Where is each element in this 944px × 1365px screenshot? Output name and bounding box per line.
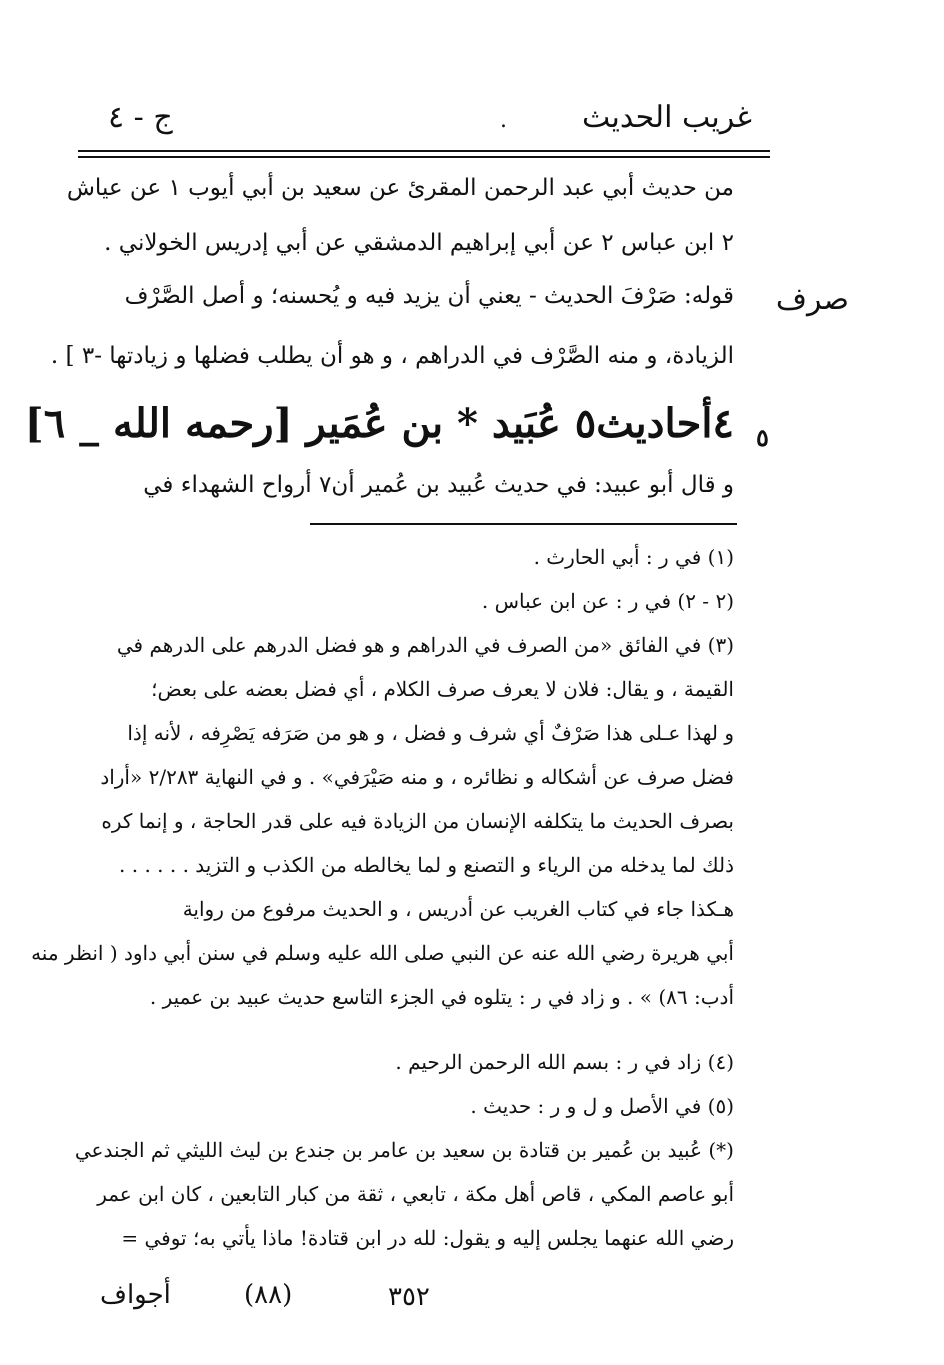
section-number: ٥ xyxy=(756,423,769,452)
footnote-line: بصرف الحديث ما يتكلفه الإنسان من الزيادة فيه على قدر الحاجة ، و إنما كره xyxy=(101,809,734,833)
footnote-line: القيمة ، و يقال: فلان لا يعرف صرف الكلام ، أي فضل بعضه على بعض؛ xyxy=(151,677,734,701)
footnote-line: (*) عُبيد بن عُمير بن قتادة بن سعيد بن عامر بن جندع بن ليث الليثي ثم الجندعي xyxy=(74,1138,734,1162)
signature-mark: (٨٨) xyxy=(244,1280,293,1310)
footnote-line: أبو عاصم المكي ، قاص أهل مكة ، تابعي ، ثقة من كبار التابعين ، كان ابن عمر xyxy=(97,1182,734,1206)
footnote-line: (٥) في الأصل و ل و ر : حديث . xyxy=(470,1094,734,1118)
footnote-line: أبي هريرة رضي الله عنه عن النبي صلى الله عليه وسلم في سنن أبي داود ( انظر منه xyxy=(31,941,734,965)
footnote-line: فضل صرف عن أشكاله و نظائره ، و منه صَيْرَفي» . و في النهاية ٢/٢٨٣ «أراد xyxy=(100,765,734,789)
footnote-line: (٢ - ٢) في ر : عن ابن عباس . xyxy=(481,589,734,613)
running-title: غريب الحديث xyxy=(582,100,752,135)
page-number: ٣٥٢ xyxy=(388,1282,430,1312)
footnote-line: (٤) زاد في ر : بسم الله الرحمن الرحيم . xyxy=(395,1050,734,1074)
footnote-line: أدب: ٨٦) » . و زاد في ر : يتلوه في الجزء التاسع حديث عبيد بن عمير . xyxy=(149,985,734,1009)
volume-label: ج - ٤ xyxy=(108,100,173,135)
header-dot: . xyxy=(500,108,507,133)
footnote-line: (١) في ر : أبي الحارث . xyxy=(533,545,734,569)
margin-keyword: صرف xyxy=(775,282,849,317)
catchword: أجواف xyxy=(100,1280,171,1310)
footnote-line: هـكذا جاء في كتاب الغريب عن أدريس ، و الحديث مرفوع من رواية xyxy=(182,897,734,921)
header-rule-bottom xyxy=(78,156,770,158)
main-text-line: الزيادة، و منه الصَّرْف في الدراهم ، و هو أن يطلب فضلها و زيادتها -٣ ] . xyxy=(50,343,734,369)
footnote-line: رضي الله عنهما يجلس إليه و يقول: لله در ابن قتادة! ماذا يأتي به؛ توفي = xyxy=(121,1226,734,1250)
footnote-separator xyxy=(310,523,737,525)
main-text-line: قوله: صَرْفَ الحديث - يعني أن يزيد فيه و يُحسنه؛ و أصل الصَّرْف xyxy=(124,283,734,309)
footnote-line: ذلك لما يدخله من الرياء و التصنع و لما يخالطه من الكذب و التزيد . . . . . . xyxy=(119,853,734,877)
main-text-line: و قال أبو عبيد: في حديث عُبيد بن عُمير أن٧ أرواح الشهداء في xyxy=(143,472,734,498)
footnote-line: و لهذا عـلى هذا صَرْفٌ أي شرف و فضل ، و هو من صَرَفه يَصْرِفه ، لأنه إذا xyxy=(127,721,734,745)
footnote-line: (٣) في الفائق «من الصرف في الدراهم و هو فضل الدرهم على الدرهم في xyxy=(116,633,734,657)
main-text-line: من حديث أبي عبد الرحمن المقرئ عن سعيد بن أبي أيوب ١ عن عياش xyxy=(66,175,734,201)
header-rule-top xyxy=(78,150,770,152)
main-text-line: ٢ ابن عباس ٢ عن أبي إبراهيم الدمشقي عن أبي إدريس الخولاني . xyxy=(104,230,734,256)
section-heading: ٤أحاديث٥ عُبَيد * بن عُمَير [رحمه الله _ ٦] xyxy=(24,400,734,447)
